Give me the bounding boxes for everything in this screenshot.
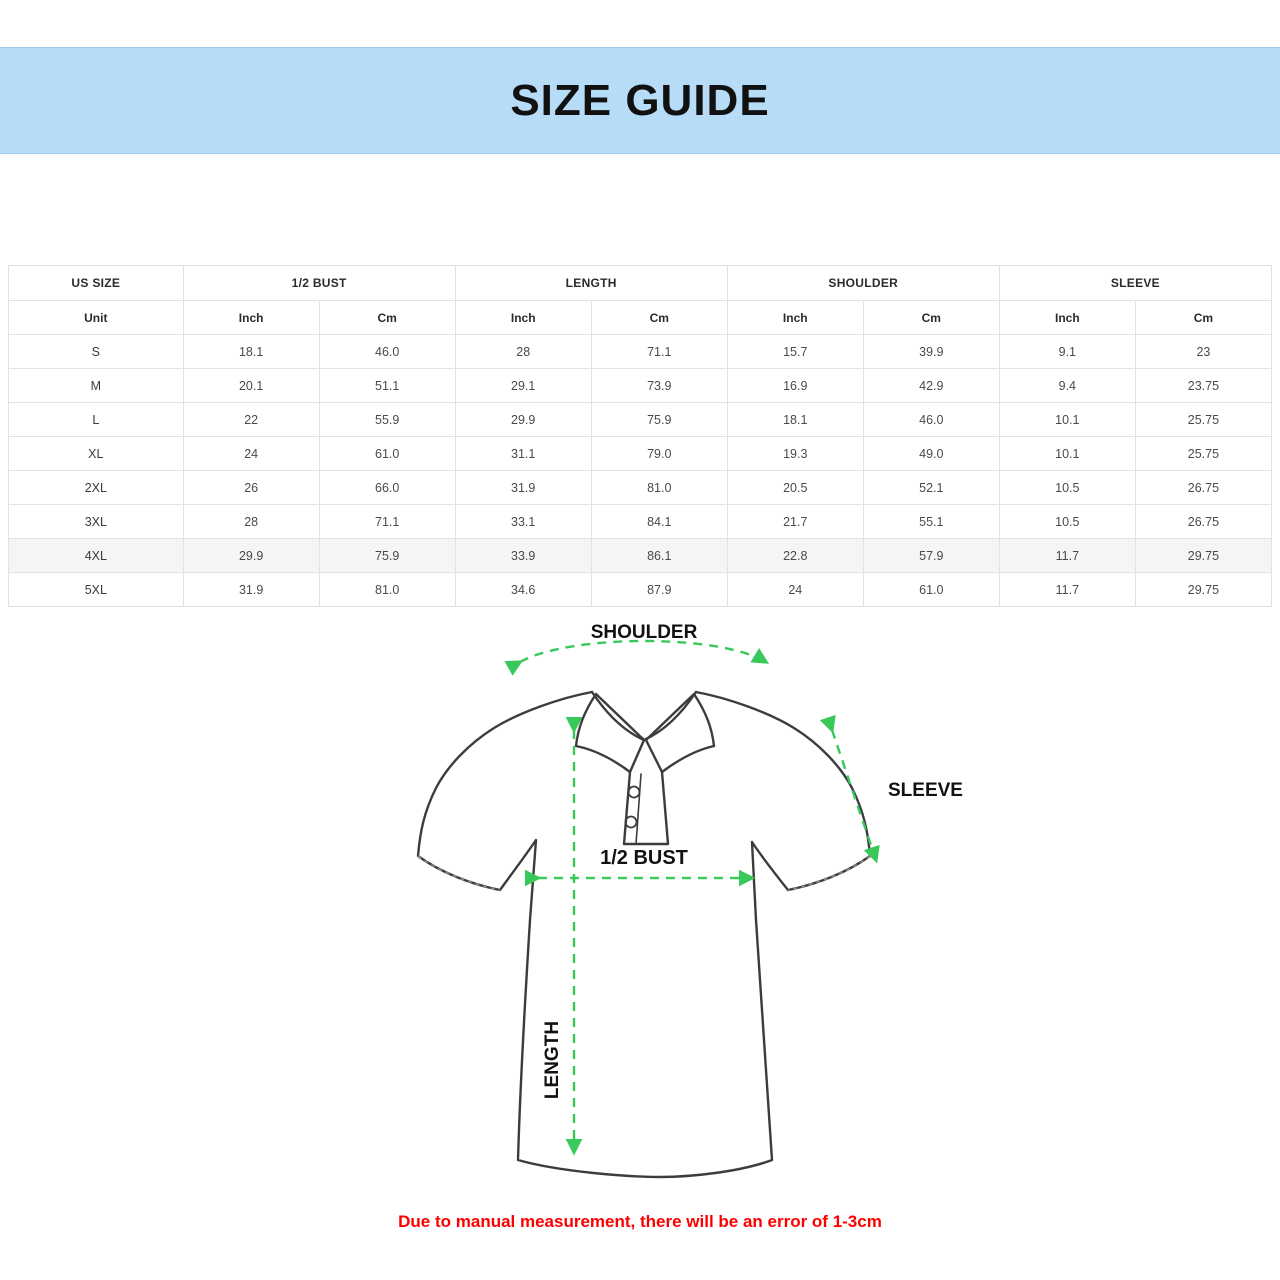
cell-bust-inch: 18.1: [183, 335, 319, 369]
header-shoulder-cm: Cm: [863, 301, 999, 335]
cell-bust-cm: 55.9: [319, 403, 455, 437]
table-row: [9, 505, 1272, 539]
header-us-size: US SIZE: [9, 266, 184, 301]
cell-sleeve-inch: 10.1: [999, 403, 1135, 437]
polo-shirt-diagram: [0, 620, 1280, 1220]
cell-shoulder-inch: 15.7: [727, 335, 863, 369]
size-table: [8, 265, 1272, 607]
cell-sleeve-cm: 26.75: [1135, 505, 1271, 539]
header-length-cm: Cm: [591, 301, 727, 335]
header-banner: [0, 47, 1280, 154]
cell-shoulder-inch: 16.9: [727, 369, 863, 403]
table-unit-header-row: [9, 301, 1272, 335]
cell-length-inch: 33.9: [455, 539, 591, 573]
cell-shoulder-cm: 61.0: [863, 573, 999, 607]
cell-bust-cm: 81.0: [319, 573, 455, 607]
cell-sleeve-cm: 25.75: [1135, 403, 1271, 437]
cell-bust-inch: 20.1: [183, 369, 319, 403]
cell-shoulder-inch: 24: [727, 573, 863, 607]
cell-bust-cm: 71.1: [319, 505, 455, 539]
cell-length-inch: 31.1: [455, 437, 591, 471]
cell-shoulder-cm: 52.1: [863, 471, 999, 505]
cell-length-cm: 87.9: [591, 573, 727, 607]
cell-size: 3XL: [9, 505, 184, 539]
table-row: [9, 539, 1272, 573]
cell-length-cm: 73.9: [591, 369, 727, 403]
cell-sleeve-cm: 23.75: [1135, 369, 1271, 403]
header-sleeve-cm: Cm: [1135, 301, 1271, 335]
cell-shoulder-cm: 49.0: [863, 437, 999, 471]
cell-shoulder-inch: 22.8: [727, 539, 863, 573]
size-table-container: [8, 265, 1272, 607]
cell-size: 2XL: [9, 471, 184, 505]
cell-bust-inch: 29.9: [183, 539, 319, 573]
label-length: LENGTH: [542, 1020, 563, 1100]
header-sleeve: SLEEVE: [999, 266, 1271, 301]
cell-shoulder-inch: 20.5: [727, 471, 863, 505]
cell-size: S: [9, 335, 184, 369]
cell-shoulder-inch: 18.1: [727, 403, 863, 437]
header-sleeve-inch: Inch: [999, 301, 1135, 335]
label-sleeve: SLEEVE: [888, 780, 963, 801]
cell-shoulder-inch: 19.3: [727, 437, 863, 471]
header-unit: Unit: [9, 301, 184, 335]
cell-shoulder-cm: 42.9: [863, 369, 999, 403]
cell-length-cm: 79.0: [591, 437, 727, 471]
cell-bust-inch: 24: [183, 437, 319, 471]
cell-sleeve-inch: 9.4: [999, 369, 1135, 403]
table-row: [9, 573, 1272, 607]
cell-bust-inch: 28: [183, 505, 319, 539]
table-row: [9, 369, 1272, 403]
cell-sleeve-cm: 23: [1135, 335, 1271, 369]
cell-bust-inch: 26: [183, 471, 319, 505]
cell-sleeve-inch: 11.7: [999, 539, 1135, 573]
cell-length-inch: 33.1: [455, 505, 591, 539]
cell-length-cm: 81.0: [591, 471, 727, 505]
cell-shoulder-cm: 55.1: [863, 505, 999, 539]
cell-bust-inch: 31.9: [183, 573, 319, 607]
cell-bust-cm: 66.0: [319, 471, 455, 505]
table-head: [9, 266, 1272, 335]
cell-sleeve-inch: 10.5: [999, 471, 1135, 505]
cell-length-cm: 84.1: [591, 505, 727, 539]
cell-length-inch: 29.1: [455, 369, 591, 403]
cell-sleeve-cm: 29.75: [1135, 539, 1271, 573]
cell-bust-cm: 61.0: [319, 437, 455, 471]
cell-bust-cm: 51.1: [319, 369, 455, 403]
header-bust: 1/2 BUST: [183, 266, 455, 301]
cell-sleeve-inch: 10.5: [999, 505, 1135, 539]
header-bust-cm: Cm: [319, 301, 455, 335]
cell-shoulder-cm: 57.9: [863, 539, 999, 573]
cell-length-cm: 75.9: [591, 403, 727, 437]
table-row: [9, 471, 1272, 505]
cell-shoulder-cm: 46.0: [863, 403, 999, 437]
cell-shoulder-cm: 39.9: [863, 335, 999, 369]
cell-sleeve-inch: 10.1: [999, 437, 1135, 471]
header-shoulder: SHOULDER: [727, 266, 999, 301]
cell-size: M: [9, 369, 184, 403]
cell-length-inch: 34.6: [455, 573, 591, 607]
table-body: [9, 335, 1272, 607]
cell-sleeve-cm: 29.75: [1135, 573, 1271, 607]
cell-sleeve-cm: 26.75: [1135, 471, 1271, 505]
cell-bust-cm: 46.0: [319, 335, 455, 369]
header-shoulder-inch: Inch: [727, 301, 863, 335]
header-length-inch: Inch: [455, 301, 591, 335]
cell-length-inch: 28: [455, 335, 591, 369]
cell-sleeve-inch: 9.1: [999, 335, 1135, 369]
page-title: SIZE GUIDE: [510, 75, 770, 125]
cell-shoulder-inch: 21.7: [727, 505, 863, 539]
cell-size: XL: [9, 437, 184, 471]
cell-sleeve-cm: 25.75: [1135, 437, 1271, 471]
cell-bust-cm: 75.9: [319, 539, 455, 573]
cell-size: 4XL: [9, 539, 184, 573]
cell-length-inch: 29.9: [455, 403, 591, 437]
label-bust: 1/2 BUST: [600, 847, 688, 869]
measurement-note: Due to manual measurement, there will be an error of 1-3cm: [398, 1212, 882, 1231]
cell-length-cm: 71.1: [591, 335, 727, 369]
table-group-header-row: [9, 266, 1272, 301]
cell-bust-inch: 22: [183, 403, 319, 437]
cell-size: L: [9, 403, 184, 437]
cell-length-cm: 86.1: [591, 539, 727, 573]
table-row: [9, 403, 1272, 437]
cell-size: 5XL: [9, 573, 184, 607]
cell-sleeve-inch: 11.7: [999, 573, 1135, 607]
label-shoulder: SHOULDER: [590, 622, 698, 643]
table-row: [9, 335, 1272, 369]
header-bust-inch: Inch: [183, 301, 319, 335]
header-length: LENGTH: [455, 266, 727, 301]
cell-length-inch: 31.9: [455, 471, 591, 505]
table-row: [9, 437, 1272, 471]
